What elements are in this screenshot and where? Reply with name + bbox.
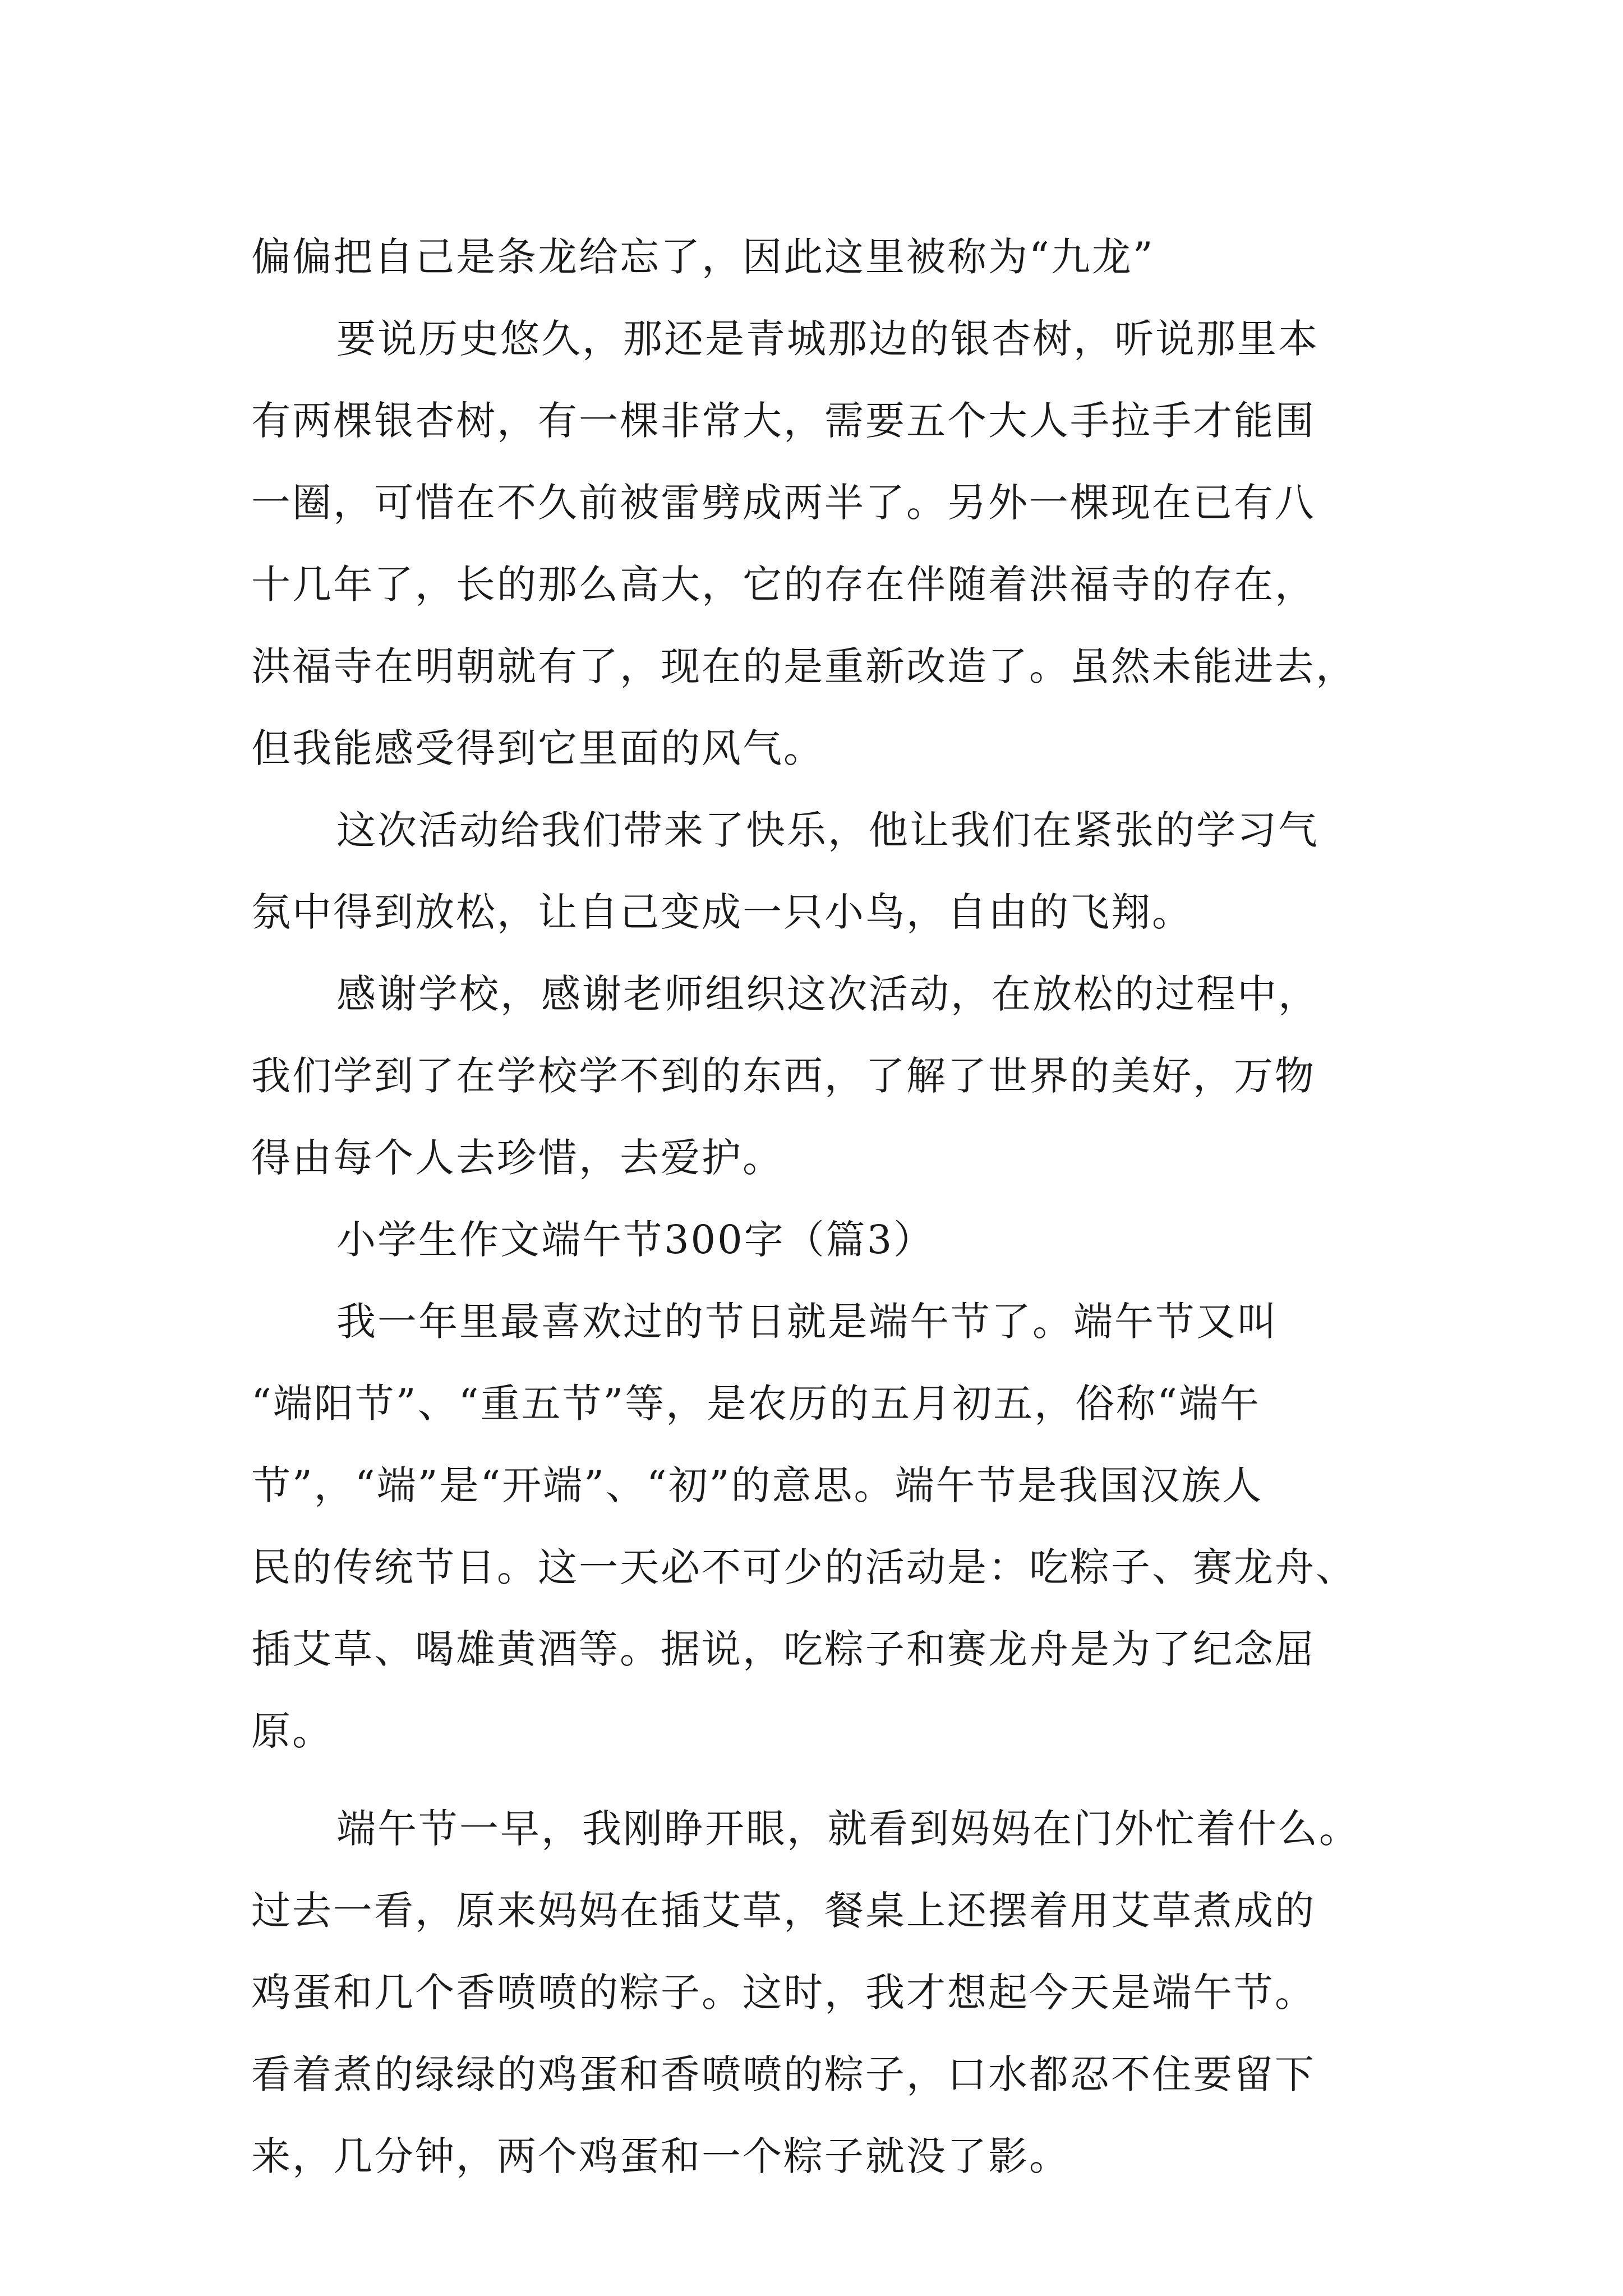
paragraph-start-line: 感谢学校，感谢老师组织这次活动，在放松的过程中，: [336, 971, 1319, 1017]
text-line: 节”，“端”是“开端”、“初”的意思。端午节是我国汉族人: [251, 1462, 1264, 1508]
document-body: [251, 216, 1391, 2197]
text-line: 一圈，可惜在不久前被雷劈成两半了。另外一棵现在已有八: [251, 480, 1316, 526]
text-line: 我们学到了在学校学不到的东西，了解了世界的美好，万物: [251, 1053, 1316, 1099]
text-line: 原。: [251, 1708, 333, 1754]
text-line: 氛中得到放松，让自己变成一只小鸟，自由的飞翔。: [251, 889, 1193, 935]
text-line: 鸡蛋和几个香喷喷的粽子。这时，我才想起今天是端午节。: [251, 1970, 1316, 2016]
text-line: 十几年了，长的那么高大，它的存在伴随着洪福寺的存在，: [251, 562, 1316, 608]
paragraph-start-line: 端午节一早，我刚睁开眼，就看到妈妈在门外忙着什么。: [336, 1806, 1360, 1852]
text-line: 但我能感受得到它里面的风气。: [251, 725, 824, 771]
section-heading: 小学生作文端午节300字（篇3）: [336, 1217, 935, 1263]
text-line: 偏偏把自己是条龙给忘了，因此这里被称为“九龙”: [251, 234, 1155, 280]
paragraph-start-line: 我一年里最喜欢过的节日就是端午节了。端午节又叫: [336, 1299, 1278, 1345]
paragraph-start-line: 要说历史悠久，那还是青城那边的银杏树，听说那里本: [336, 316, 1319, 362]
text-line: 来，几分钟，两个鸡蛋和一个粽子就没了影。: [251, 2133, 1070, 2179]
text-line: 看着煮的绿绿的鸡蛋和香喷喷的粽子，口水都忍不住要留下: [251, 2051, 1316, 2097]
text-line: 得由每个人去珍惜，去爱护。: [251, 1135, 783, 1181]
text-line: 民的传统节日。这一天必不可少的活动是：吃粽子、赛龙舟、: [251, 1544, 1357, 1590]
text-line: 过去一看，原来妈妈在插艾草，餐桌上还摆着用艾草煮成的: [251, 1888, 1316, 1934]
paragraph-start-line: 这次活动给我们带来了快乐，他让我们在紧张的学习气: [336, 807, 1319, 853]
text-line: 有两棵银杏树，有一棵非常大，需要五个大人手拉手才能围: [251, 398, 1316, 444]
text-line: 插艾草、喝雄黄酒等。据说，吃粽子和赛龙舟是为了纪念屈: [251, 1626, 1316, 1672]
text-line: 洪福寺在明朝就有了，现在的是重新改造了。虽然未能进去，: [251, 643, 1357, 689]
text-line: “端阳节”、“重五节”等，是农历的五月初五，俗称“端午: [251, 1381, 1261, 1427]
